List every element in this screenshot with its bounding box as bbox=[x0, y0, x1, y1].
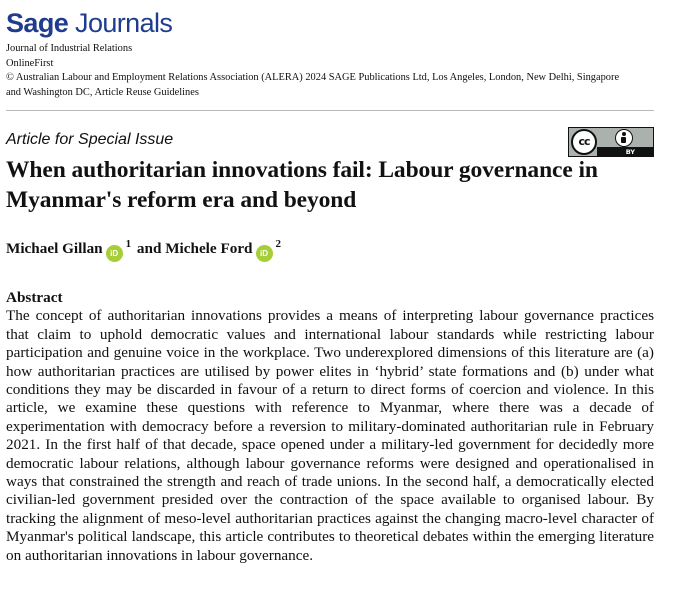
abstract-text: The concept of authoritarian innovations provides a means of interpreting labour governance practices that claim to uphold democratic values and international labour standards while restricting labour participation and genuine voice in the workplace. Two underexplored dimensions of this literature are (a) how authoritarian practices are utilised by power elites in ‘hybrid’ state formations and (b) under what conditions they may be discarded in favour of a return to direct forms of coercion and violence. In this article, we examine these questions with reference to Myanmar, where there was a decade of experimentation with democracy before a reversion to military-dominated authoritarian rule in February 2021. In the first half of that decade, space opened under a military-led government for decidedly more democratic labour relations, although labour governance reforms were designed and operationalised in ways that constrained the strength and reach of trade unions. In the second half, a democratically elected civilian-led government presided over the contraction of the space available to organised labour. By tracking the alignment of meso-level authoritarian practices against the changing macro-level character of Myanmar's political landscape, this article contributes to theoretical debates within the emerging literature on authoritarian innovations in labour governance. bbox=[6, 307, 654, 564]
journal-name[interactable]: Journal of Industrial Relations bbox=[6, 43, 133, 54]
by-label: BY bbox=[625, 148, 635, 156]
orcid-icon[interactable]: iD bbox=[106, 245, 123, 262]
copyright-line-2[interactable]: and Washington DC, Article Reuse Guidelines bbox=[6, 86, 199, 98]
article-type: Article for Special Issue bbox=[6, 131, 174, 148]
article-title: When authoritarian innovations fail: Labour governance in Myanmar's reform era and beyond bbox=[6, 157, 598, 213]
author-list bbox=[6, 239, 654, 262]
brand-part1: Sage bbox=[6, 8, 69, 38]
brand-part2: Journals bbox=[75, 8, 173, 38]
author-name[interactable]: Michele Ford bbox=[165, 240, 253, 257]
article-page bbox=[6, 0, 654, 565]
copyright-line-1: © Australian Labour and Employment Relations Association (ALERA) 2024 SAGE Publications Ltd, Los Angeles, London, New Delhi, Singapore bbox=[6, 72, 620, 83]
abstract-heading: Abstract bbox=[6, 289, 63, 306]
orcid-icon[interactable]: iD bbox=[256, 245, 273, 262]
sage-journals-logo[interactable] bbox=[6, 8, 654, 38]
author-affiliation[interactable]: 2 bbox=[275, 238, 282, 250]
article-type-row bbox=[6, 129, 654, 156]
creative-commons-icon: cc bbox=[571, 129, 597, 155]
author-joiner: and bbox=[136, 240, 162, 257]
author-name[interactable]: Michael Gillan bbox=[6, 240, 103, 257]
journal-meta bbox=[6, 42, 654, 100]
cc-by-license-badge[interactable] bbox=[568, 127, 654, 157]
publication-status: OnlineFirst bbox=[6, 57, 54, 69]
author-affiliation[interactable]: 1 bbox=[125, 238, 132, 250]
attribution-person-icon bbox=[615, 129, 633, 147]
header-divider bbox=[6, 110, 654, 111]
